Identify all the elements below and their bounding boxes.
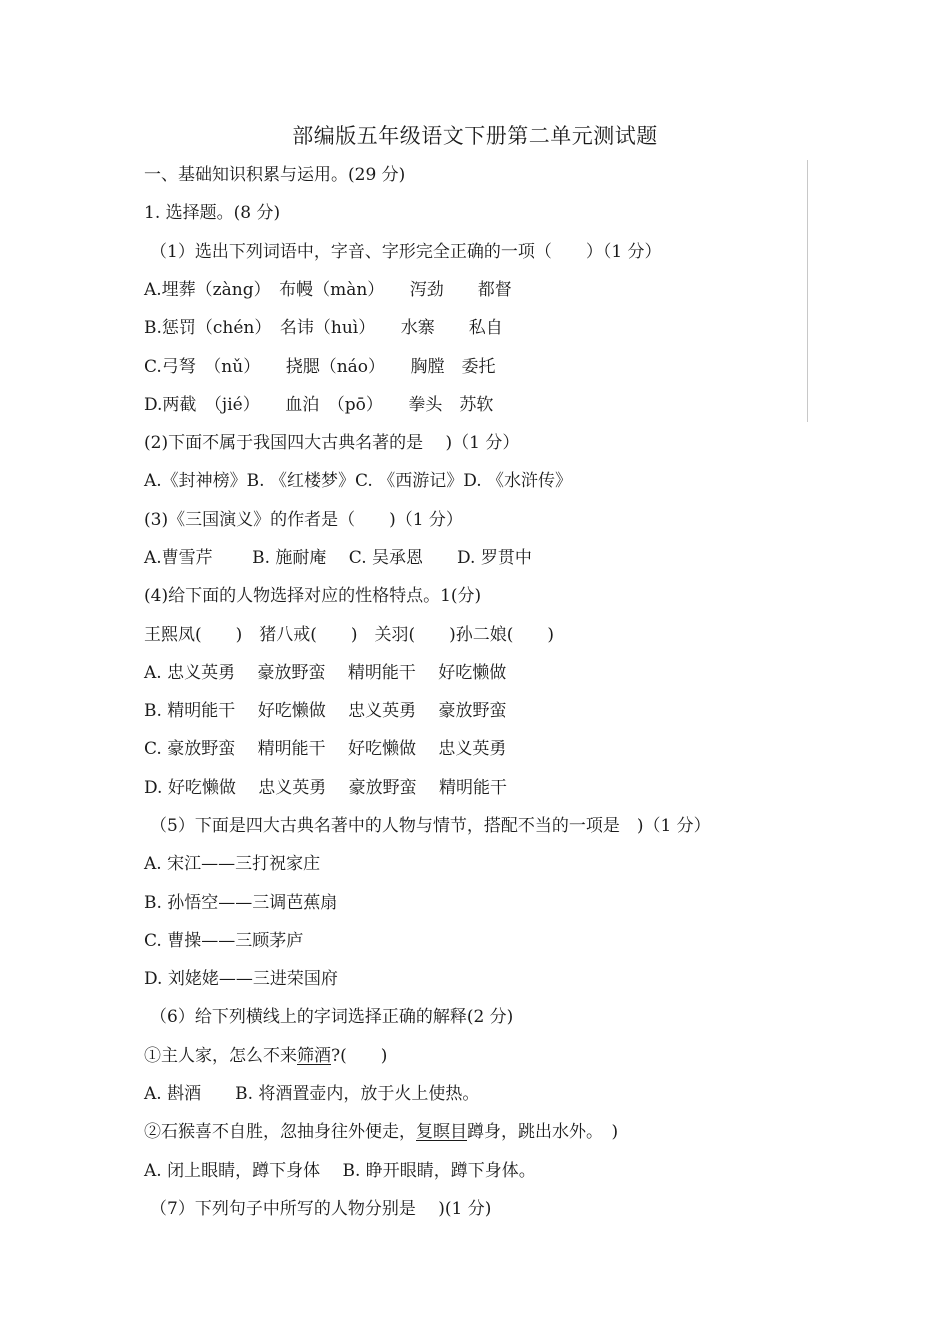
question-1-2-options: A.《封神榜》B. 《红楼梦》C. 《西游记》D. 《水浒传》: [144, 471, 573, 491]
page-title: 部编版五年级语文下册第二单元测试题: [292, 124, 658, 148]
question-1-2: (2)下面不属于我国四大古典名著的是 )（1 分）: [144, 433, 520, 453]
option-d: D. 刘姥姥——三进荣国府: [144, 969, 338, 989]
question-1-4: (4)给下面的人物选择对应的性格特点。1(分): [144, 586, 482, 606]
section-heading: 一、基础知识积累与运用。(29 分): [144, 165, 406, 185]
question-1-7: （7）下列句子中所写的人物分别是 )(1 分): [150, 1199, 492, 1219]
question-1-6-item-1: [144, 1044, 387, 1068]
option-b: B.惩罚（chén） 名讳（huì） 水寨 私自: [144, 318, 503, 338]
question-1-4-characters: 王熙凤( ) 猪八戒( ) 关羽( )孙二娘( ): [144, 625, 555, 645]
option-c: C.弓弩 （nǔ） 挠腮（náo） 胸膛 委托: [144, 357, 496, 377]
item-text: 蹲身，跳出水外。 ): [467, 1122, 619, 1142]
option-d: D.两截 （jié） 血泊 （pō） 拳头 苏软: [144, 395, 494, 415]
question-1-6: （6）给下列横线上的字词选择正确的解释(2 分): [150, 1007, 514, 1027]
option-c: C. 豪放野蛮 精明能干 好吃懒做 忠义英勇: [144, 739, 507, 759]
question-1-5: （5）下面是四大古典名著中的人物与情节，搭配不当的一项是 )（1 分）: [150, 816, 711, 836]
option-d: D. 好吃懒做 忠义英勇 豪放野蛮 精明能干: [144, 778, 508, 798]
question-1-3: (3)《三国演义》的作者是（ )（1 分）: [144, 510, 463, 530]
question-1-1: （1）选出下列词语中，字音、字形完全正确的一项（ ）（1 分）: [150, 242, 662, 262]
item-text: ①主人家，怎么不来: [144, 1046, 297, 1066]
question-1-6-item-2-options: A. 闭上眼睛，蹲下身体 B. 睁开眼睛，蹲下身体。: [144, 1161, 536, 1181]
option-b: B. 精明能干 好吃懒做 忠义英勇 豪放野蛮: [144, 701, 507, 721]
underlined-word: 复瞑目: [416, 1122, 467, 1142]
option-a: A. 忠义英勇 豪放野蛮 精明能干 好吃懒做: [144, 663, 507, 683]
question-1-heading: 1. 选择题。(8 分): [144, 203, 281, 223]
item-text: ?( ): [331, 1046, 388, 1066]
underlined-word: 筛酒: [297, 1046, 331, 1066]
option-a: A.埋葬（zàng） 布幔（màn） 泻劲 都督: [144, 280, 512, 300]
option-b: B. 孙悟空——三调芭蕉扇: [144, 893, 338, 913]
option-a: A. 宋江——三打祝家庄: [144, 854, 321, 874]
item-text: ②石猴喜不自胜，忽抽身往外便走，: [144, 1122, 416, 1142]
margin-line: [807, 160, 808, 422]
question-1-6-item-1-options: A. 斟酒 B. 将酒置壶内，放于火上使热。: [144, 1084, 480, 1104]
question-1-6-item-2: [144, 1120, 618, 1144]
option-c: C. 曹操——三顾茅庐: [144, 931, 304, 951]
question-1-3-options: A.曹雪芹 B. 施耐庵 C. 吴承恩 D. 罗贯中: [144, 548, 532, 568]
